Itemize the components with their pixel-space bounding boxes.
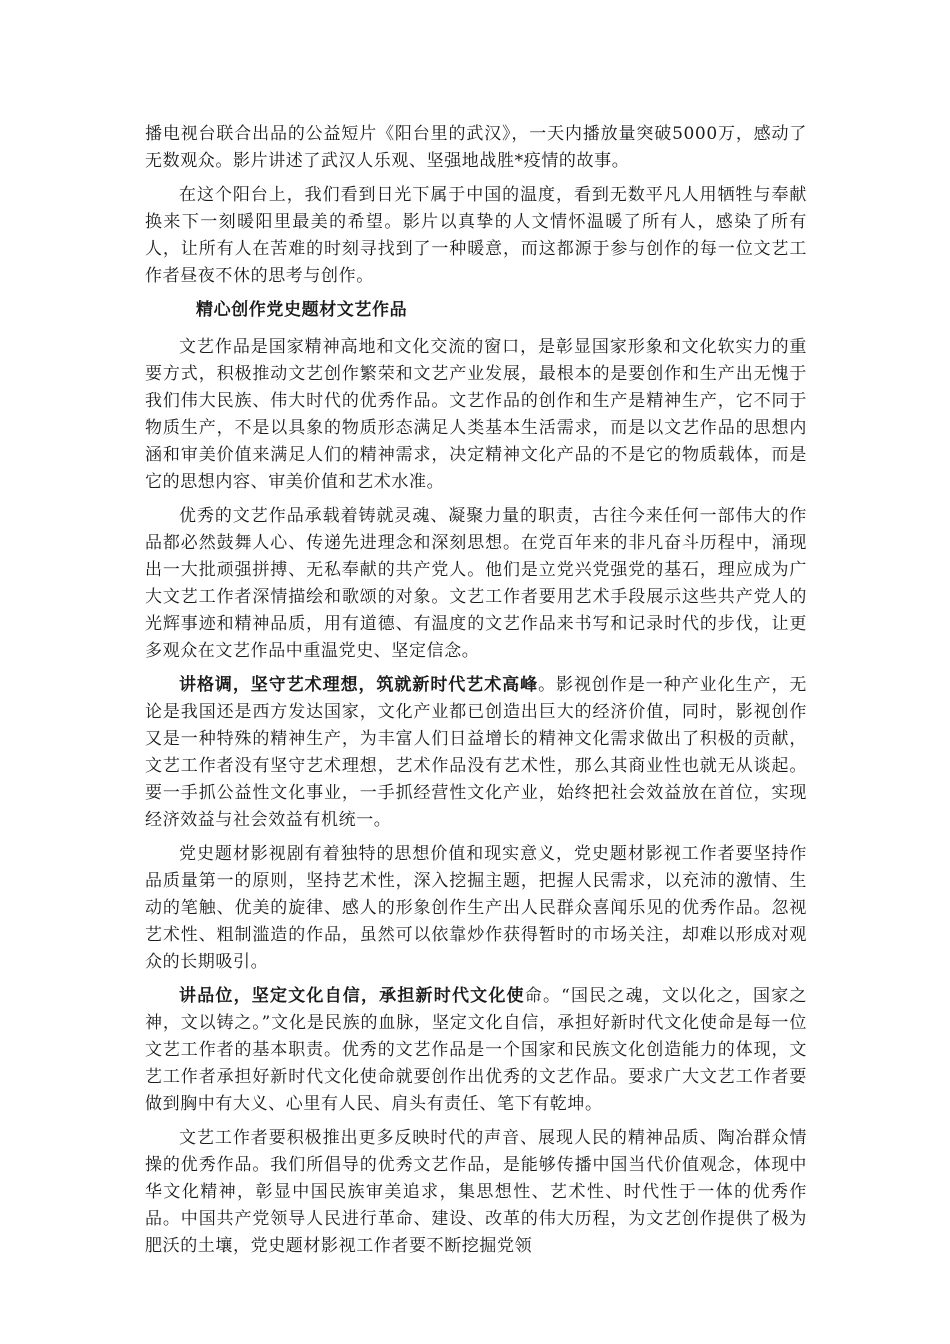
paragraph-3 xyxy=(145,334,807,496)
paragraph-2 xyxy=(145,182,807,290)
paragraph-6 xyxy=(145,841,807,976)
paragraph-6-text: 党史题材影视剧有着独特的思想价值和现实意义，党史题材影视工作者要坚持作品质量第一的原则，坚持艺术性，深入挖掘主题，把握人民需求，以充沛的激情、生动的笔触、优美的旋律、感人的形象创作生产出人民群众喜闻乐见的优秀作品。忽视艺术性、粗制滥造的作品，虽然可以依靠炒作获得暂时的市场关注，却难以形成对观众的长期吸引。 xyxy=(145,844,807,972)
paragraph-7-text: 命。“国民之魂，文以化之，国家之神，文以铸之。”文化是民族的血脉，坚定文化自信，承担好新时代文化使命是每一位文艺工作者的基本职责。优秀的文艺作品是一个国家和民族文化创造能力的体现，文艺工作者承担好新时代文化使命就要创作出优秀的文艺作品。要求广大文艺工作者要做到胸中有大义、心里有人民、肩头有责任、笔下有乾坤。 xyxy=(145,986,807,1114)
section-heading xyxy=(145,297,807,324)
paragraph-5-lead: 讲格调，坚守艺术理想，筑就新时代艺术高峰 xyxy=(179,675,539,695)
section-heading-text: 精心创作党史题材文艺作品 xyxy=(196,300,408,320)
paragraph-4 xyxy=(145,503,807,665)
paragraph-8 xyxy=(145,1125,807,1260)
paragraph-5 xyxy=(145,672,807,834)
paragraph-7-lead: 讲品位，坚定文化自信，承担新时代文化使 xyxy=(179,986,525,1006)
paragraph-1-text: 播电视台联合出品的公益短片《阳台里的武汉》，一天内播放量突破5000万，感动了无数观众。影片讲述了武汉人乐观、坚强地战胜*疫情的故事。 xyxy=(145,124,807,171)
paragraph-3-text: 文艺作品是国家精神高地和文化交流的窗口，是彰显国家形象和文化软实力的重要方式，积极推动文艺创作繁荣和文艺产业发展，最根本的是要创作和生产出无愧于我们伟大民族、伟大时代的优秀作品。文艺作品的创作和生产是精神生产，它不同于物质生产，不是以具象的物质形态满足人类基本生活需求，而是以文艺作品的思想内涵和审美价值来满足人们的精神需求，决定精神文化产品的不是它的物质载体，而是它的思想内容、审美价值和艺术水准。 xyxy=(145,337,807,492)
paragraph-7 xyxy=(145,983,807,1118)
document-body xyxy=(145,121,807,1267)
paragraph-4-text: 优秀的文艺作品承载着铸就灵魂、凝聚力量的职责，古往今来任何一部伟大的作品都必然鼓舞人心、传递先进理念和深刻思想。在党百年来的非凡奋斗历程中，涌现出一大批顽强拼搏、无私奉献的共产党人。他们是立党兴党强党的基石，理应成为广大文艺工作者深情描绘和歌颂的对象。文艺工作者要用艺术手段展示这些共产党人的光辉事迹和精神品质，用有道德、有温度的文艺作品来书写和记录时代的步伐，让更多观众在文艺作品中重温党史、坚定信念。 xyxy=(145,506,807,661)
paragraph-5-text: 。影视创作是一种产业化生产，无论是我国还是西方发达国家，文化产业都已创造出巨大的经济价值，同时，影视创作又是一种特殊的精神生产，为丰富人们日益增长的精神文化需求做出了积极的贡献，文艺工作者没有坚守艺术理想，艺术作品没有艺术性，那么其商业性也就无从谈起。要一手抓公益性文化事业，一手抓经营性文化产业，始终把社会效益放在首位，实现经济效益与社会效益有机统一。 xyxy=(145,675,808,830)
paragraph-1 xyxy=(145,121,807,175)
paragraph-2-text: 在这个阳台上，我们看到日光下属于中国的温度，看到无数平凡人用牺牲与奉献换来下一刻暖阳里最美的希望。影片以真挚的人文情怀温暖了所有人，感染了所有人，让所有人在苦难的时刻寻找到了一种暖意，而这都源于参与创作的每一位文艺工作者昼夜不休的思考与创作。 xyxy=(145,185,807,286)
paragraph-8-text: 文艺工作者要积极推出更多反映时代的声音、展现人民的精神品质、陶冶群众情操的优秀作品。我们所倡导的优秀文艺作品，是能够传播中国当代价值观念，体现中华文化精神，彰显中国民族审美追求，集思想性、艺术性、时代性于一体的优秀作品。中国共产党领导人民进行革命、建设、改革的伟大历程，为文艺创作提供了极为肥沃的土壤，党史题材影视工作者要不断挖掘党领 xyxy=(145,1128,807,1256)
